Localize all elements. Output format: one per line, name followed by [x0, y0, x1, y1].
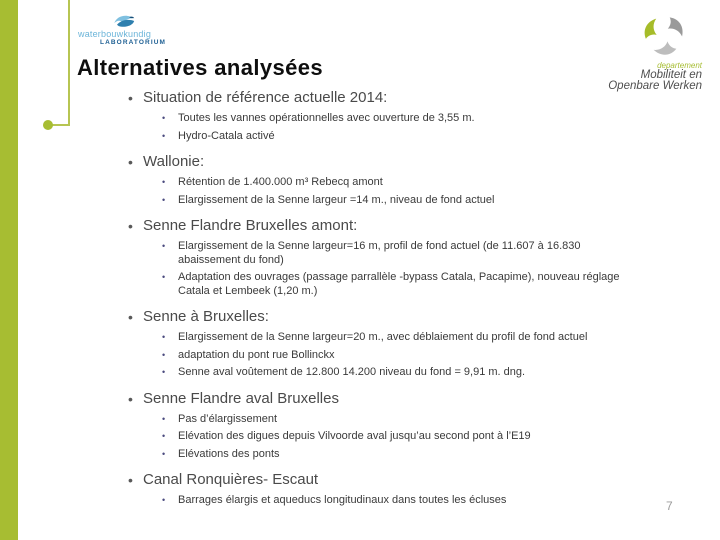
bullet-marker: •	[162, 177, 166, 187]
bullet-level1	[128, 307, 660, 327]
bullet-level1	[128, 88, 660, 108]
bullet-level2-text: adaptation du pont rue Bollinckx	[178, 348, 335, 361]
bullet-level2-text: Elévation des digues depuis Vilvoorde aval jusqu’au second pont à l’E19	[178, 430, 531, 442]
bullet-marker: •	[128, 309, 133, 325]
bullet-marker: •	[162, 113, 166, 123]
mobiliteit-label: Mobiliteit en	[640, 69, 702, 81]
bullet-marker: •	[162, 495, 166, 505]
bullet-level2-text: Adaptation des ouvrages (passage parrallèle -bypass Catala, Pacapime), nouveau réglage Catala et Lembeek (1,20 m.)	[178, 271, 620, 297]
bullet-marker: •	[128, 218, 133, 234]
waterbouwkundig-logo-sub: LABORATORIUM	[100, 39, 167, 46]
bullet-level1-text: Senne à Bruxelles:	[143, 308, 269, 325]
bullet-level2	[162, 331, 660, 345]
bullet-level2-text: Senne aval voûtement de 12.800 14.200 niveau du fond = 9,91 m. dng.	[178, 366, 526, 378]
bullet-level2	[162, 494, 660, 508]
bullet-level2	[162, 349, 660, 363]
page-number: 7	[666, 499, 673, 513]
bullet-level1-text: Situation de référence actuelle 2014:	[143, 89, 388, 106]
bullet-marker: •	[162, 332, 166, 342]
bullet-marker: •	[162, 130, 166, 141]
waterbouwkundig-logo-name: waterbouwkundig	[78, 29, 152, 39]
bullet-marker: •	[162, 194, 166, 205]
pinwheel-icon	[592, 14, 688, 61]
bullet-level1-text: Senne Flandre aval Bruxelles	[143, 389, 339, 407]
bullet-level1-text: Canal Ronquières- Escaut	[143, 471, 319, 488]
bullet-marker: •	[128, 90, 133, 106]
bullet-level1	[128, 216, 660, 236]
accent-dot	[43, 120, 53, 130]
bullet-level2	[162, 271, 660, 298]
bullet-marker: •	[128, 154, 133, 170]
bullet-marker: •	[162, 431, 166, 441]
bullet-marker: •	[162, 349, 166, 360]
bullet-level2	[162, 366, 660, 380]
section-canal-ronquieres-escaut	[128, 470, 660, 508]
bullet-level2	[162, 130, 660, 144]
bullet-level2-text: Elévations des ponts	[178, 447, 280, 460]
bullet-level2	[162, 112, 660, 126]
bullet-level2-text: Elargissement de la Senne largeur=16 m, profil de fond actuel (de 11.607 à 16.830 abaissement du fond)	[178, 240, 581, 266]
bullet-level1	[128, 470, 660, 490]
openbare-werken-label: Openbare Werken	[608, 80, 702, 92]
bullet-marker: •	[128, 472, 133, 488]
bullet-level1	[128, 389, 660, 409]
bullet-level2-text: Toutes les vannes opérationnelles avec ouverture de 3,55 m.	[178, 112, 475, 124]
bullet-level2	[162, 194, 660, 208]
waterbouwkundig-logo	[78, 12, 173, 50]
bullet-level2-text: Elargissement de la Senne largeur =14 m., niveau de fond actuel	[178, 193, 495, 206]
bullet-level2	[162, 240, 660, 267]
bullet-marker: •	[162, 413, 166, 424]
bullet-level2	[162, 413, 660, 427]
section-senne-flandre-aval-bruxelles	[128, 389, 660, 462]
bullet-level2	[162, 448, 660, 462]
departement-label: departement	[657, 61, 702, 70]
bullet-marker: •	[128, 390, 133, 407]
section-senne-flandre-bruxelles-amont	[128, 216, 660, 298]
bullet-level1	[128, 152, 660, 172]
accent-vertical-line	[68, 0, 70, 125]
section-wallonie	[128, 152, 660, 207]
left-accent-bar	[0, 0, 18, 540]
bullet-level1-text: Wallonie:	[143, 153, 205, 170]
bullet-marker: •	[162, 241, 166, 251]
slide-body	[128, 88, 660, 512]
bullet-level2	[162, 176, 660, 190]
bullet-level2-text: Elargissement de la Senne largeur=20 m., avec déblaiement du profil de fond actuel	[178, 331, 588, 343]
bullet-level2-text: Barrages élargis et aqueducs longitudinaux dans toutes les écluses	[178, 494, 507, 506]
bullet-level2-text: Hydro-Catala activé	[178, 129, 275, 142]
section-situation-reference	[128, 88, 660, 143]
departement-mow-logo	[592, 14, 702, 92]
bullet-level2-text: Pas d’élargissement	[178, 412, 278, 425]
bullet-marker: •	[162, 448, 166, 459]
bullet-marker: •	[162, 272, 166, 282]
bullet-level2	[162, 430, 660, 444]
section-senne-a-bruxelles	[128, 307, 660, 380]
bullet-level2-text: Rétention de 1.400.000 m³ Rebecq amont	[178, 176, 383, 188]
bullet-marker: •	[162, 367, 166, 377]
bullet-level1-text: Senne Flandre Bruxelles amont:	[143, 217, 358, 234]
slide-title: Alternatives analysées	[77, 55, 324, 80]
